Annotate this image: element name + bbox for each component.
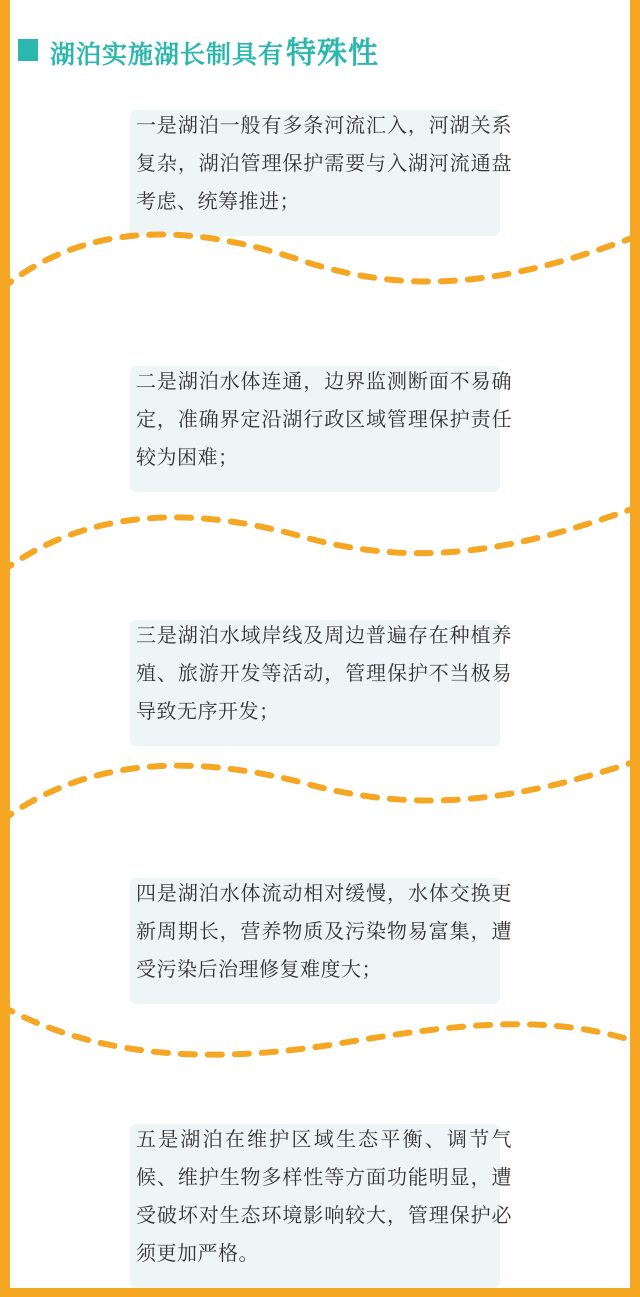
list-item-text: 四是湖泊水体流动相对缓慢，水体交换更新周期长，营养物质及污染物易富集，遭受污染后治理修复难度大； bbox=[136, 881, 512, 981]
wave-divider-icon bbox=[0, 478, 640, 598]
page-header bbox=[10, 20, 630, 80]
wave-divider-icon bbox=[0, 730, 640, 850]
list-item-text: 一是湖泊一般有多条河流汇入，河湖关系复杂，湖泊管理保护需要与入湖河流通盘考虑、统筹推进； bbox=[136, 113, 512, 213]
list-item-card bbox=[120, 96, 520, 232]
title-bullet-mark bbox=[18, 39, 38, 61]
list-item-card bbox=[120, 864, 520, 1000]
list-item-text: 三是湖泊水域岸线及周边普遍存在种植养殖、旅游开发等活动，管理保护不当极易导致无序开发； bbox=[136, 623, 512, 723]
list-item bbox=[120, 1110, 520, 1284]
bottom-border-rail bbox=[0, 1288, 640, 1297]
list-item-card bbox=[120, 352, 520, 488]
page-title-accent: 特殊性 bbox=[286, 36, 380, 71]
list-item bbox=[120, 96, 520, 232]
list-item bbox=[120, 864, 520, 1000]
right-border-rail bbox=[630, 0, 640, 1297]
list-item bbox=[120, 606, 520, 742]
list-item-card bbox=[120, 606, 520, 742]
list-item-text: 二是湖泊水体连通，边界监测断面不易确定，准确界定沿湖行政区域管理保护责任较为困难； bbox=[136, 369, 512, 469]
left-border-rail bbox=[0, 0, 10, 1297]
page-title-main: 湖泊实施湖长制具有 bbox=[50, 40, 285, 69]
list-item-card bbox=[120, 1110, 520, 1284]
page-title bbox=[50, 28, 379, 72]
list-item bbox=[120, 352, 520, 488]
list-item-text: 五是湖泊在维护区域生态平衡、调节气候、维护生物多样性等方面功能明显，遭受破坏对生态环境影响较大，管理保护必须更加严格。 bbox=[136, 1127, 512, 1265]
